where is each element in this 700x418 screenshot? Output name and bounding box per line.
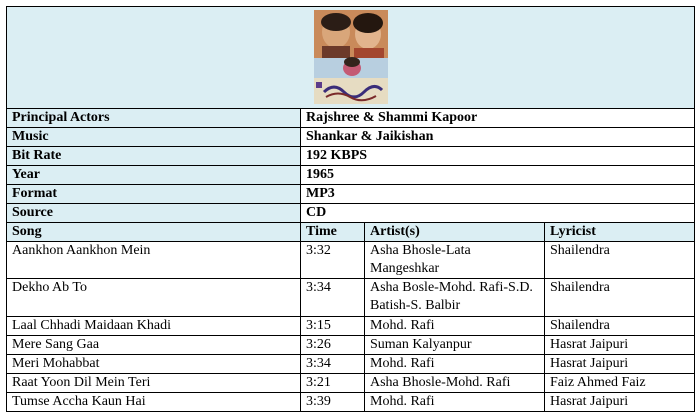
song-time: 3:21: [301, 373, 365, 392]
song-artists: Asha Bhosle-Mohd. Rafi: [365, 373, 545, 392]
song-lyricist: Hasrat Jaipuri: [545, 335, 695, 354]
song-title: Tumse Accha Kaun Hai: [7, 392, 301, 411]
song-artists: Mohd. Rafi: [365, 354, 545, 373]
song-title: Meri Mohabbat: [7, 354, 301, 373]
album-info-table: [6, 6, 695, 412]
album-cover-cell: [7, 7, 695, 109]
info-label: Bit Rate: [7, 146, 301, 165]
info-label: Year: [7, 165, 301, 184]
song-column-header: Song: [7, 223, 301, 242]
song-lyricist: Shailendra: [545, 279, 695, 316]
info-value: 192 KBPS: [301, 146, 695, 165]
info-label: Format: [7, 184, 301, 203]
table-row: [7, 373, 695, 392]
song-artists: Asha Bosle-Mohd. Rafi-S.D. Batish-S. Balbir: [365, 279, 545, 316]
info-value: CD: [301, 203, 695, 222]
song-title: Mere Sang Gaa: [7, 335, 301, 354]
song-time: 3:15: [301, 316, 365, 335]
time-column-header: Time: [301, 223, 365, 242]
song-title: Raat Yoon Dil Mein Teri: [7, 373, 301, 392]
song-time: 3:39: [301, 392, 365, 411]
song-title: Aankhon Aankhon Mein: [7, 242, 301, 279]
artists-column-header: Artist(s): [365, 223, 545, 242]
song-lyricist: Hasrat Jaipuri: [545, 392, 695, 411]
table-row: [7, 316, 695, 335]
song-time: 3:34: [301, 279, 365, 316]
table-row: [7, 335, 695, 354]
song-lyricist: Shailendra: [545, 242, 695, 279]
table-row: [7, 354, 695, 373]
info-value: Rajshree & Shammi Kapoor: [301, 108, 695, 127]
song-title: Dekho Ab To: [7, 279, 301, 316]
song-time: 3:26: [301, 335, 365, 354]
song-time: 3:34: [301, 354, 365, 373]
song-time: 3:32: [301, 242, 365, 279]
info-label: Source: [7, 203, 301, 222]
song-title: Laal Chhadi Maidaan Khadi: [7, 316, 301, 335]
song-lyricist: Faiz Ahmed Faiz: [545, 373, 695, 392]
song-artists: Suman Kalyanpur: [365, 335, 545, 354]
song-artists: Asha Bhosle-Lata Mangeshkar: [365, 242, 545, 279]
song-lyricist: Hasrat Jaipuri: [545, 354, 695, 373]
table-row: [7, 279, 695, 316]
lyricist-column-header: Lyricist: [545, 223, 695, 242]
song-artists: Mohd. Rafi: [365, 392, 545, 411]
album-cover-image: [314, 10, 388, 104]
info-value: 1965: [301, 165, 695, 184]
info-value: Shankar & Jaikishan: [301, 127, 695, 146]
info-value: MP3: [301, 184, 695, 203]
info-label: Principal Actors: [7, 108, 301, 127]
song-artists: Mohd. Rafi: [365, 316, 545, 335]
table-row: [7, 392, 695, 411]
songs-header-row: [7, 223, 695, 242]
table-row: [7, 242, 695, 279]
info-label: Music: [7, 127, 301, 146]
song-lyricist: Shailendra: [545, 316, 695, 335]
